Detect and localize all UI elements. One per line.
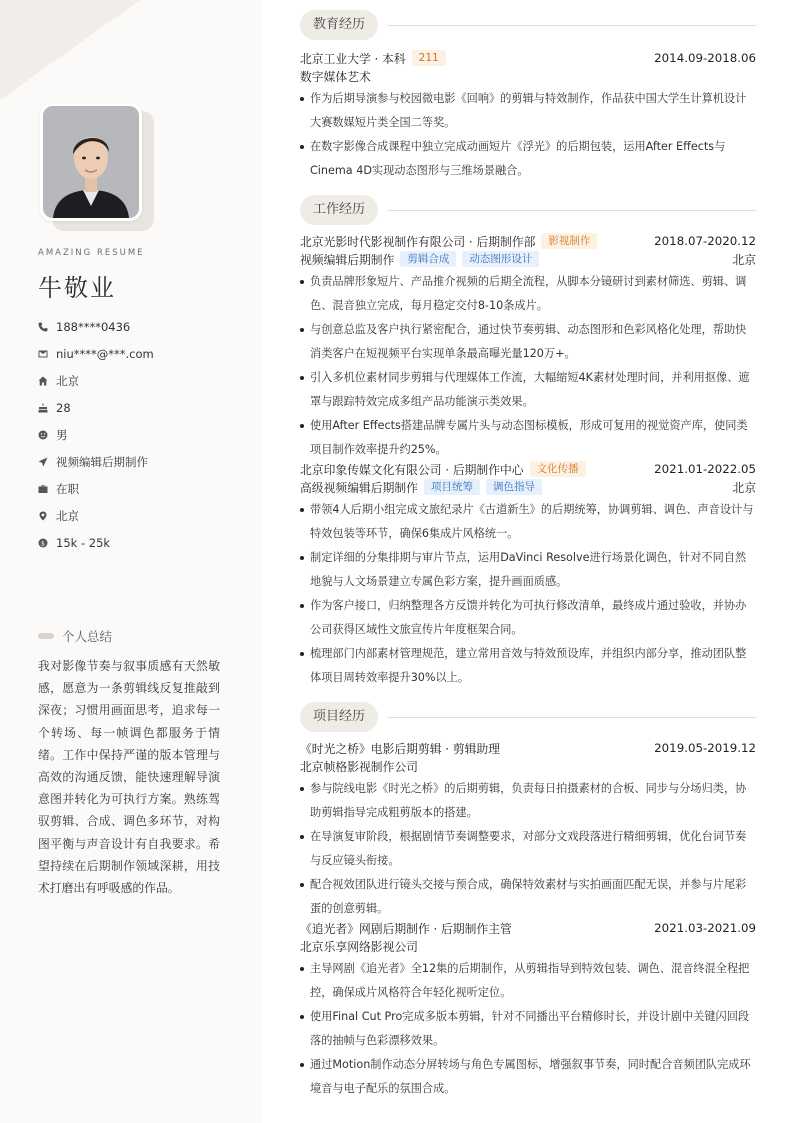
section-work-header bbox=[300, 195, 756, 225]
list-item: 作为后期导演参与校园微电影《回响》的剪辑与特效制作，作品获中国大学生计算机设计大赛数媒短片类全国二等奖。 bbox=[300, 87, 756, 135]
work-bullets bbox=[300, 498, 756, 690]
project-bullets bbox=[300, 777, 756, 921]
education-date: 2014.09-2018.06 bbox=[654, 51, 756, 65]
work-date: 2018.07-2020.12 bbox=[654, 234, 756, 248]
section-projects-header bbox=[300, 702, 756, 732]
project-date: 2019.05-2019.12 bbox=[654, 741, 756, 755]
list-item: 使用After Effects搭建品牌专属片头与动态图标模板，形成可复用的视觉资产库，使同类项目制作效率提升约25%。 bbox=[300, 414, 756, 462]
info-age bbox=[38, 394, 154, 421]
work-date: 2021.01-2022.05 bbox=[654, 462, 756, 476]
project-org-row bbox=[300, 937, 756, 955]
list-item: 主导网剧《追光者》全12集的后期制作，从剪辑指导到特效包装、调色、混音终混全程把控，确保成片风格符合年轻化视听定位。 bbox=[300, 957, 756, 1005]
company-tag: 文化传播 bbox=[530, 461, 586, 477]
project-row bbox=[300, 739, 756, 757]
company-row bbox=[300, 232, 756, 250]
svg-text:$: $ bbox=[40, 538, 46, 547]
project-name: 《时光之桥》电影后期剪辑 · 剪辑助理 bbox=[300, 741, 501, 756]
summary-text: 我对影像节奏与叙事质感有天然敏感，愿意为一条剪辑线反复推敲到深夜；习惯用画面思考，追求每一个转场、每一帧调色都服务于情绪。工作中保持严谨的版本管理与高效的沟通反馈，能快速理解导演意图并转化为可执行方案。熟练驾驭剪辑、合成、调色多环节，对构图平衡与声音设计有自我要求。希望持续在后期制作领域深耕，用技术打磨出有呼吸感的作品。 bbox=[38, 659, 220, 896]
role: 高级视频编辑后期制作 bbox=[300, 480, 418, 495]
work-bullets bbox=[300, 270, 756, 462]
cake-icon bbox=[38, 403, 56, 413]
decor-triangle bbox=[0, 0, 140, 100]
briefcase-icon bbox=[38, 484, 56, 494]
section-divider bbox=[388, 25, 756, 26]
major-row bbox=[300, 67, 756, 85]
info-position-text: 视频编辑后期制作 bbox=[56, 454, 148, 469]
list-item: 引入多机位素材同步剪辑与代理媒体工作流，大幅缩短4K素材处理时间，并利用抠像、遮罩与跟踪特效完成多组产品功能演示类效果。 bbox=[300, 366, 756, 414]
role-tag: 调色指导 bbox=[486, 479, 542, 495]
info-salary bbox=[38, 529, 154, 556]
tagline: AMAZING RESUME bbox=[38, 248, 145, 258]
list-item: 负责品牌形象短片、产品推介视频的后期全流程，从脚本分镜研讨到素材筛选、剪辑、调色、混音独立完成，每月稳定交付8-10条成片。 bbox=[300, 270, 756, 318]
list-item: 配合视效团队进行镜头交接与预合成，确保特效素材与实拍画面匹配无误，并参与片尾彩蛋的创意剪辑。 bbox=[300, 873, 756, 921]
list-item: 参与院线电影《时光之桥》的后期剪辑，负责每日拍摄素材的合板、同步与分场归类，协助剪辑指导完成粗剪版本的搭建。 bbox=[300, 777, 756, 825]
work-city: 北京 bbox=[732, 480, 756, 495]
list-item: 带领4人后期小组完成文旅纪录片《古道新生》的后期统筹，协调剪辑、调色、声音设计与特效包装等环节，确保6集成片风格统一。 bbox=[300, 498, 756, 546]
project-org: 北京帧格影视制作公司 bbox=[300, 759, 418, 774]
school-name: 北京工业大学 · 本科 bbox=[300, 51, 406, 66]
section-divider bbox=[388, 210, 756, 211]
education-bullets bbox=[300, 87, 756, 183]
location-icon bbox=[38, 511, 56, 521]
sidebar bbox=[0, 0, 262, 1123]
role-tag: 剪辑合成 bbox=[400, 251, 456, 267]
info-age-text: 28 bbox=[56, 400, 71, 415]
avatar-frame bbox=[40, 103, 142, 221]
phone-icon bbox=[38, 322, 56, 332]
project-date: 2021.03-2021.09 bbox=[654, 921, 756, 935]
education-entry bbox=[300, 49, 756, 183]
candidate-name: 牛敬业 bbox=[38, 274, 116, 302]
company-row bbox=[300, 460, 756, 478]
person-photo-icon bbox=[43, 106, 139, 218]
gender-icon bbox=[38, 430, 56, 440]
project-entry bbox=[300, 739, 756, 921]
project-org-row bbox=[300, 757, 756, 775]
list-item: 梳理部门内部素材管理规范，建立常用音效与特效预设库，并组织内部分享，推动团队整体项目周转效率提升30%以上。 bbox=[300, 642, 756, 690]
salary-icon bbox=[38, 538, 56, 548]
info-gender-text: 男 bbox=[56, 427, 68, 442]
project-org: 北京乐享网络影视公司 bbox=[300, 939, 418, 954]
role: 视频编辑后期制作 bbox=[300, 252, 395, 267]
avatar bbox=[40, 103, 154, 231]
info-salary-text: 15k - 25k bbox=[56, 535, 111, 550]
section-title: 教育经历 bbox=[300, 10, 378, 40]
info-status-text: 在职 bbox=[56, 481, 79, 496]
send-icon bbox=[38, 457, 56, 467]
section-title: 工作经历 bbox=[300, 195, 378, 225]
info-location-text: 北京 bbox=[56, 508, 79, 523]
summary-bar-icon bbox=[38, 633, 54, 639]
info-home-text: 北京 bbox=[56, 373, 79, 388]
education-row bbox=[300, 49, 756, 67]
list-item: 与创意总监及客户执行紧密配合，通过快节奏剪辑、动态图形和色彩风格化处理，帮助快消类客户在短视频平台实现单条最高曝光量120万+。 bbox=[300, 318, 756, 366]
info-status bbox=[38, 475, 154, 502]
work-city: 北京 bbox=[732, 252, 756, 267]
contact-info bbox=[38, 313, 154, 556]
work-entry bbox=[300, 460, 756, 690]
major: 数字媒体艺术 bbox=[300, 69, 371, 84]
project-bullets bbox=[300, 957, 756, 1101]
company-name: 北京印象传媒文化有限公司 · 后期制作中心 bbox=[300, 462, 524, 477]
info-email bbox=[38, 340, 154, 367]
project-name: 《追光者》网剧后期制作 · 后期制作主管 bbox=[300, 921, 512, 936]
info-gender bbox=[38, 421, 154, 448]
info-position bbox=[38, 448, 154, 475]
company-tag: 影视制作 bbox=[541, 233, 597, 249]
role-row bbox=[300, 250, 756, 268]
list-item: 作为客户接口，归纳整理各方反馈并转化为可执行修改清单，最终成片通过验收，并协办公司获得区域性文旅宣传片年度框架合同。 bbox=[300, 594, 756, 642]
section-divider bbox=[388, 717, 756, 718]
home-icon bbox=[38, 376, 56, 386]
section-title: 项目经历 bbox=[300, 702, 378, 732]
work-entry bbox=[300, 232, 756, 462]
company-name: 北京光影时代影视制作有限公司 · 后期制作部 bbox=[300, 234, 536, 249]
info-home bbox=[38, 367, 154, 394]
project-entry bbox=[300, 919, 756, 1101]
summary-heading bbox=[38, 627, 112, 645]
info-phone bbox=[38, 313, 154, 340]
info-location bbox=[38, 502, 154, 529]
school-tag: 211 bbox=[412, 50, 446, 66]
info-phone-text: 188****0436 bbox=[56, 319, 131, 334]
summary-title: 个人总结 bbox=[62, 629, 113, 644]
role-row bbox=[300, 478, 756, 496]
list-item: 在数字影像合成课程中独立完成动画短片《浮光》的后期包装，运用After Effects与Cinema 4D实现动态图形与三维场景融合。 bbox=[300, 135, 756, 183]
role-tag: 项目统筹 bbox=[424, 479, 480, 495]
list-item: 制定详细的分集排期与审片节点，运用DaVinci Resolve进行场景化调色，针对不同自然地貌与人文场景建立专属色彩方案，提升画面质感。 bbox=[300, 546, 756, 594]
avatar-photo bbox=[43, 106, 139, 218]
list-item: 通过Motion制作动态分屏转场与角色专属图标，增强叙事节奏，同时配合音频团队完成环境音与电子配乐的氛围合成。 bbox=[300, 1053, 756, 1101]
project-row bbox=[300, 919, 756, 937]
list-item: 在导演复审阶段，根据剧情节奏调整要求，对部分文戏段落进行精细剪辑，优化台词节奏与反应镜头衔接。 bbox=[300, 825, 756, 873]
section-education-header bbox=[300, 10, 756, 40]
info-email-text: niu****@***.com bbox=[56, 346, 154, 361]
list-item: 使用Final Cut Pro完成多版本剪辑，针对不同播出平台精修时长，并设计剧中关键闪回段落的抽帧与色彩漂移效果。 bbox=[300, 1005, 756, 1053]
email-icon bbox=[38, 349, 56, 359]
role-tag: 动态图形设计 bbox=[462, 251, 539, 267]
